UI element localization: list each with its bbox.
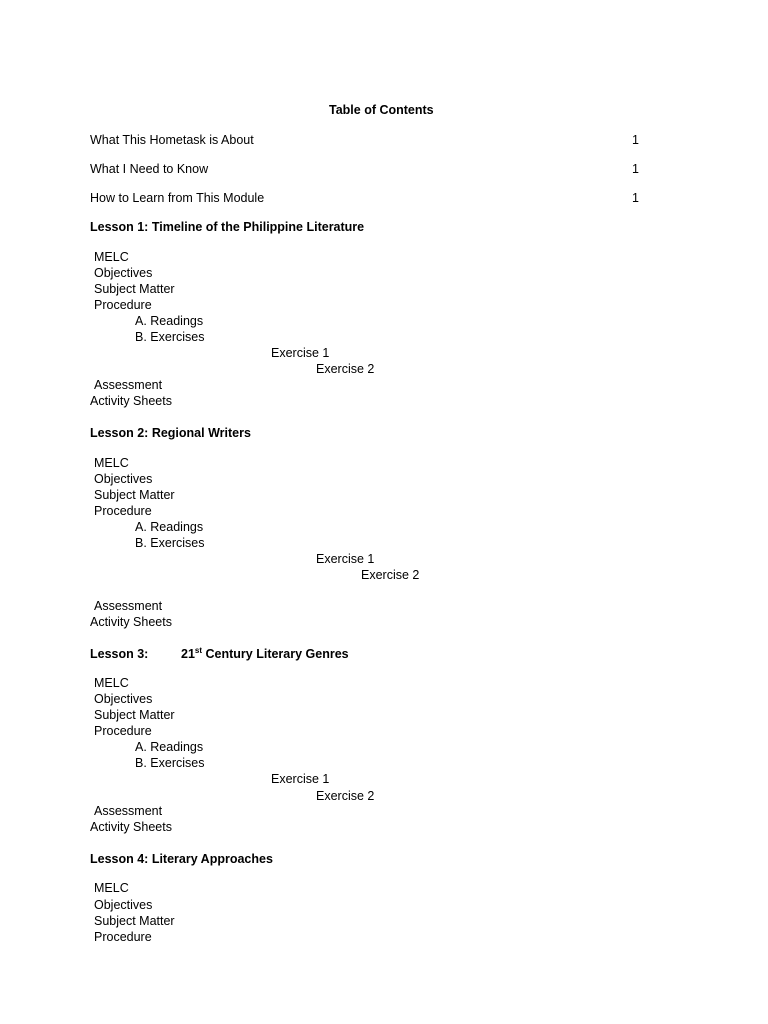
lesson-1-exercises[interactable]: B. Exercises xyxy=(135,330,205,344)
lesson-3-procedure[interactable]: Procedure xyxy=(94,724,152,738)
lesson-1-assessment[interactable]: Assessment xyxy=(94,378,163,392)
lesson-2-assessment[interactable]: Assessment xyxy=(94,599,163,613)
lesson-1-exercise-2[interactable]: Exercise 2 xyxy=(316,362,375,376)
lesson-4-subject-matter[interactable]: Subject Matter xyxy=(94,914,175,928)
lesson-2-exercise-2[interactable]: Exercise 2 xyxy=(361,568,420,582)
lesson-3-exercise-2[interactable]: Exercise 2 xyxy=(316,789,375,803)
lesson-3-exercise-1[interactable]: Exercise 1 xyxy=(271,772,330,786)
lesson-2-activity-sheets[interactable]: Activity Sheets xyxy=(90,615,172,629)
toc-entry-page: 1 xyxy=(632,133,639,147)
lesson-2-readings[interactable]: A. Readings xyxy=(135,520,204,534)
lesson-3-title[interactable] xyxy=(181,646,349,662)
toc-entry-label[interactable]: What I Need to Know xyxy=(90,162,209,176)
toc-entry-label[interactable]: What This Hometask is About xyxy=(90,133,254,147)
page-title: Table of Contents xyxy=(329,103,434,117)
lesson-4-objectives[interactable]: Objectives xyxy=(94,898,153,912)
lesson-3-subject-matter[interactable]: Subject Matter xyxy=(94,708,175,722)
lesson-1-exercise-1[interactable]: Exercise 1 xyxy=(271,346,330,360)
lesson-2-procedure[interactable]: Procedure xyxy=(94,504,152,518)
lesson-3-activity-sheets[interactable]: Activity Sheets xyxy=(90,820,172,834)
lesson-1-readings[interactable]: A. Readings xyxy=(135,314,204,328)
lesson-2-melc[interactable]: MELC xyxy=(94,456,129,470)
lesson-3-assessment[interactable]: Assessment xyxy=(94,804,163,818)
lesson-2-subject-matter[interactable]: Subject Matter xyxy=(94,488,175,502)
lesson-4-melc[interactable]: MELC xyxy=(94,881,129,895)
lesson-1-objectives[interactable]: Objectives xyxy=(94,266,153,280)
lesson-3-melc[interactable]: MELC xyxy=(94,676,129,690)
lesson-1-subject-matter[interactable]: Subject Matter xyxy=(94,282,175,296)
lesson-1-activity-sheets[interactable]: Activity Sheets xyxy=(90,394,172,408)
lesson-3-readings[interactable]: A. Readings xyxy=(135,740,204,754)
lesson-3-objectives[interactable]: Objectives xyxy=(94,692,153,706)
lesson-2-exercise-1[interactable]: Exercise 1 xyxy=(316,552,375,566)
lesson-1-title[interactable]: Lesson 1: Timeline of the Philippine Literature xyxy=(90,220,365,234)
lesson-4-procedure[interactable]: Procedure xyxy=(94,930,152,944)
lesson-3-title-ordinal: st xyxy=(194,645,203,655)
lesson-1-melc[interactable]: MELC xyxy=(94,250,129,264)
lesson-3-title-prefix[interactable]: Lesson 3: xyxy=(90,647,149,661)
toc-entry-label[interactable]: How to Learn from This Module xyxy=(90,191,265,205)
lesson-3-exercises[interactable]: B. Exercises xyxy=(135,756,205,770)
lesson-4-title[interactable]: Lesson 4: Literary Approaches xyxy=(90,852,273,866)
lesson-2-exercises[interactable]: B. Exercises xyxy=(135,536,205,550)
lesson-2-objectives[interactable]: Objectives xyxy=(94,472,153,486)
toc-entry-page: 1 xyxy=(632,162,639,176)
lesson-2-title[interactable]: Lesson 2: Regional Writers xyxy=(90,426,251,440)
lesson-3-title-number: 21 xyxy=(181,647,195,661)
lesson-3-title-rest: Century Literary Genres xyxy=(202,647,349,661)
toc-entry-page: 1 xyxy=(632,191,639,205)
lesson-1-procedure[interactable]: Procedure xyxy=(94,298,152,312)
